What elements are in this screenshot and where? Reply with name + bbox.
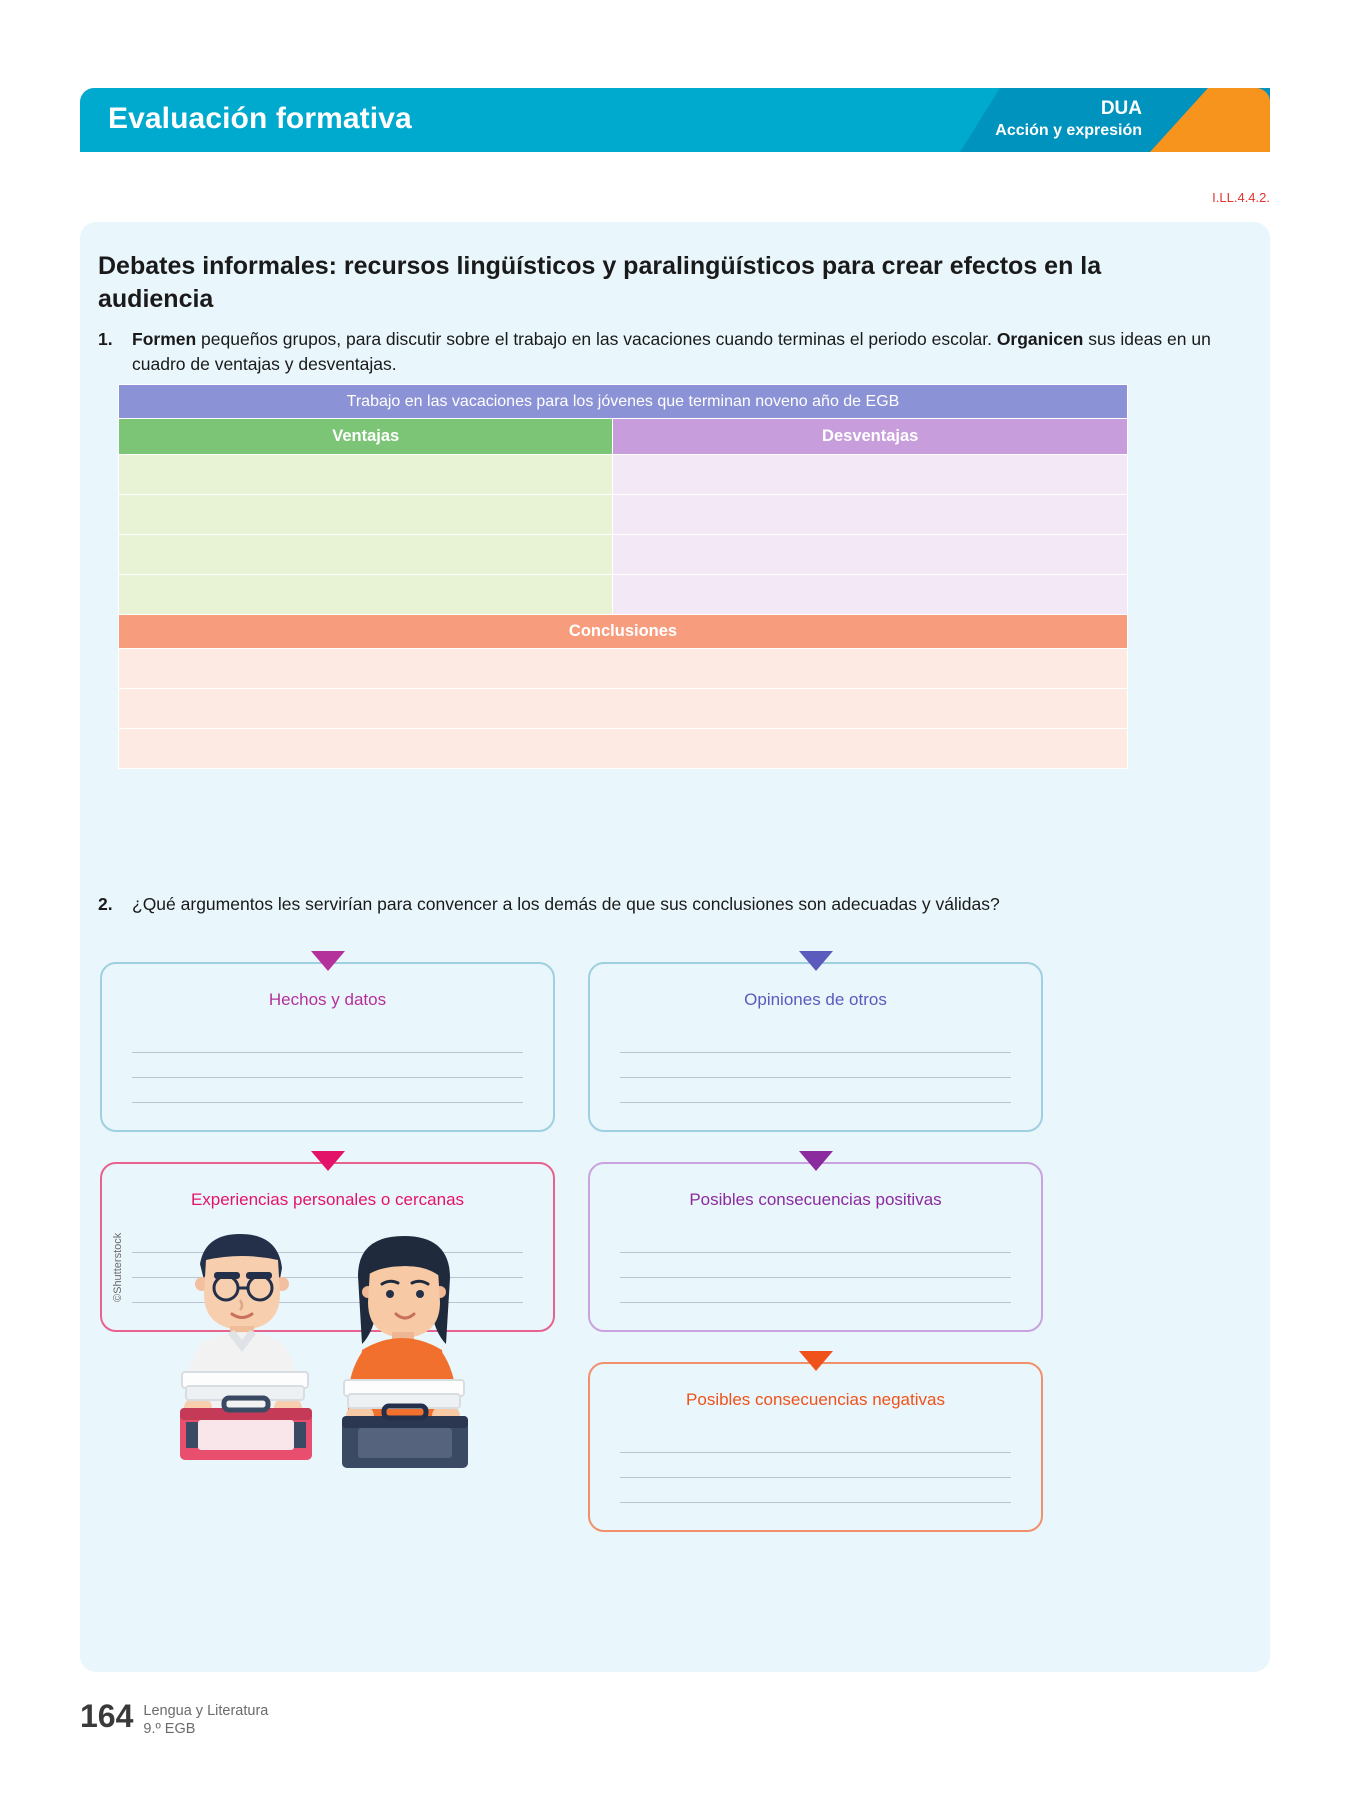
- dua-block: [995, 98, 1142, 142]
- footer-grade: 9.º EGB: [143, 1721, 196, 1738]
- item-1-end: sus ideas en un cuadro de ventajas y desventajas.: [132, 329, 1211, 375]
- table-column-header-row: [119, 419, 1128, 455]
- image-credit: ©Shutterstock: [112, 1232, 124, 1302]
- table-col-ventajas: Ventajas: [119, 419, 613, 455]
- triangle-down-icon: [799, 951, 833, 971]
- table-conclusions-header-row: [119, 615, 1128, 649]
- people-with-toolboxes-illustration: [140, 1222, 560, 1472]
- writing-lines: [620, 1428, 1011, 1503]
- header-banner: [80, 88, 1270, 152]
- table-row: [119, 649, 1128, 689]
- ventajas-input-1[interactable]: [119, 455, 613, 495]
- writing-line[interactable]: [620, 1228, 1011, 1253]
- desventajas-input-3[interactable]: [613, 535, 1128, 575]
- ventajas-input-2[interactable]: [119, 495, 613, 535]
- exercise-item-1: [98, 327, 1238, 378]
- writing-line[interactable]: [620, 1478, 1011, 1503]
- item-1-text: [132, 327, 1238, 378]
- table-header-row: [119, 385, 1128, 419]
- dua-subtitle: Acción y expresión: [995, 121, 1142, 139]
- triangle-down-icon: [799, 1351, 833, 1371]
- writing-line[interactable]: [620, 1028, 1011, 1053]
- table-conclusiones-header: Conclusiones: [119, 615, 1128, 649]
- argument-box-consecuencias-positivas: [588, 1162, 1043, 1332]
- argument-box-label: Opiniones de otros: [744, 990, 887, 1009]
- conclusiones-input-1[interactable]: [119, 649, 1128, 689]
- page-number: 164: [80, 1698, 134, 1734]
- item-1-mid: pequeños grupos, para discutir sobre el trabajo en las vacaciones cuando terminas el periodo escolar.: [196, 329, 997, 349]
- footer-subject: Lengua y Literatura: [143, 1703, 269, 1719]
- argument-box-opiniones-de-otros: [588, 962, 1043, 1132]
- item-1-lead: Formen: [132, 329, 197, 349]
- triangle-down-icon: [311, 951, 345, 971]
- desventajas-input-2[interactable]: [613, 495, 1128, 535]
- table-row: [119, 455, 1128, 495]
- exercise-item-2: [98, 892, 1218, 917]
- argument-box-hechos-y-datos: [100, 962, 555, 1132]
- footer-text: [143, 1700, 268, 1738]
- table-col-desventajas: Desventajas: [613, 419, 1128, 455]
- indicator-code: I.LL.4.4.2.: [1212, 190, 1270, 205]
- argument-box-label: Experiencias personales o cercanas: [190, 1190, 465, 1209]
- writing-lines: [132, 1028, 523, 1103]
- conclusiones-input-3[interactable]: [119, 729, 1128, 769]
- writing-line[interactable]: [132, 1078, 523, 1103]
- writing-line[interactable]: [132, 1028, 523, 1053]
- table-row: [119, 689, 1128, 729]
- ventajas-input-3[interactable]: [119, 535, 613, 575]
- ventajas-input-4[interactable]: [119, 575, 613, 615]
- writing-line[interactable]: [620, 1078, 1011, 1103]
- item-2-text: ¿Qué argumentos les servirían para convencer a los demás de que sus conclusiones son adecuadas y válidas?: [132, 894, 1000, 914]
- writing-line[interactable]: [620, 1428, 1011, 1453]
- writing-line[interactable]: [620, 1253, 1011, 1278]
- item-1-lead2: Organicen: [996, 329, 1084, 349]
- section-title: Debates informales: recursos lingüísticos y paralingüísticos para crear efectos en la audiencia: [98, 252, 1102, 313]
- argument-box-label: Hechos y datos: [268, 990, 387, 1009]
- writing-line[interactable]: [620, 1278, 1011, 1303]
- page-footer: [80, 1700, 268, 1738]
- argument-box-label: Posibles consecuencias negativas: [686, 1390, 945, 1409]
- conclusiones-input-2[interactable]: [119, 689, 1128, 729]
- triangle-down-icon: [311, 1151, 345, 1171]
- argument-box-label: Posibles consecuencias positivas: [689, 1190, 942, 1209]
- writing-lines: [620, 1228, 1011, 1303]
- advantages-table: [118, 384, 1128, 769]
- table-main-header: Trabajo en las vacaciones para los jóvenes que terminan noveno año de EGB: [119, 385, 1128, 419]
- writing-lines: [620, 1028, 1011, 1103]
- table-row: [119, 495, 1128, 535]
- content-panel: [80, 222, 1270, 1672]
- writing-line[interactable]: [620, 1053, 1011, 1078]
- item-2-number: 2.: [98, 894, 113, 914]
- page-title: Evaluación formativa: [108, 102, 412, 135]
- table-row: [119, 535, 1128, 575]
- desventajas-input-1[interactable]: [613, 455, 1128, 495]
- desventajas-input-4[interactable]: [613, 575, 1128, 615]
- triangle-down-icon: [799, 1151, 833, 1171]
- writing-line[interactable]: [132, 1053, 523, 1078]
- table-row: [119, 729, 1128, 769]
- table-row: [119, 575, 1128, 615]
- item-1-number: 1.: [98, 329, 113, 349]
- writing-line[interactable]: [620, 1453, 1011, 1478]
- dua-title: DUA: [1100, 98, 1142, 119]
- argument-box-consecuencias-negativas: [588, 1362, 1043, 1532]
